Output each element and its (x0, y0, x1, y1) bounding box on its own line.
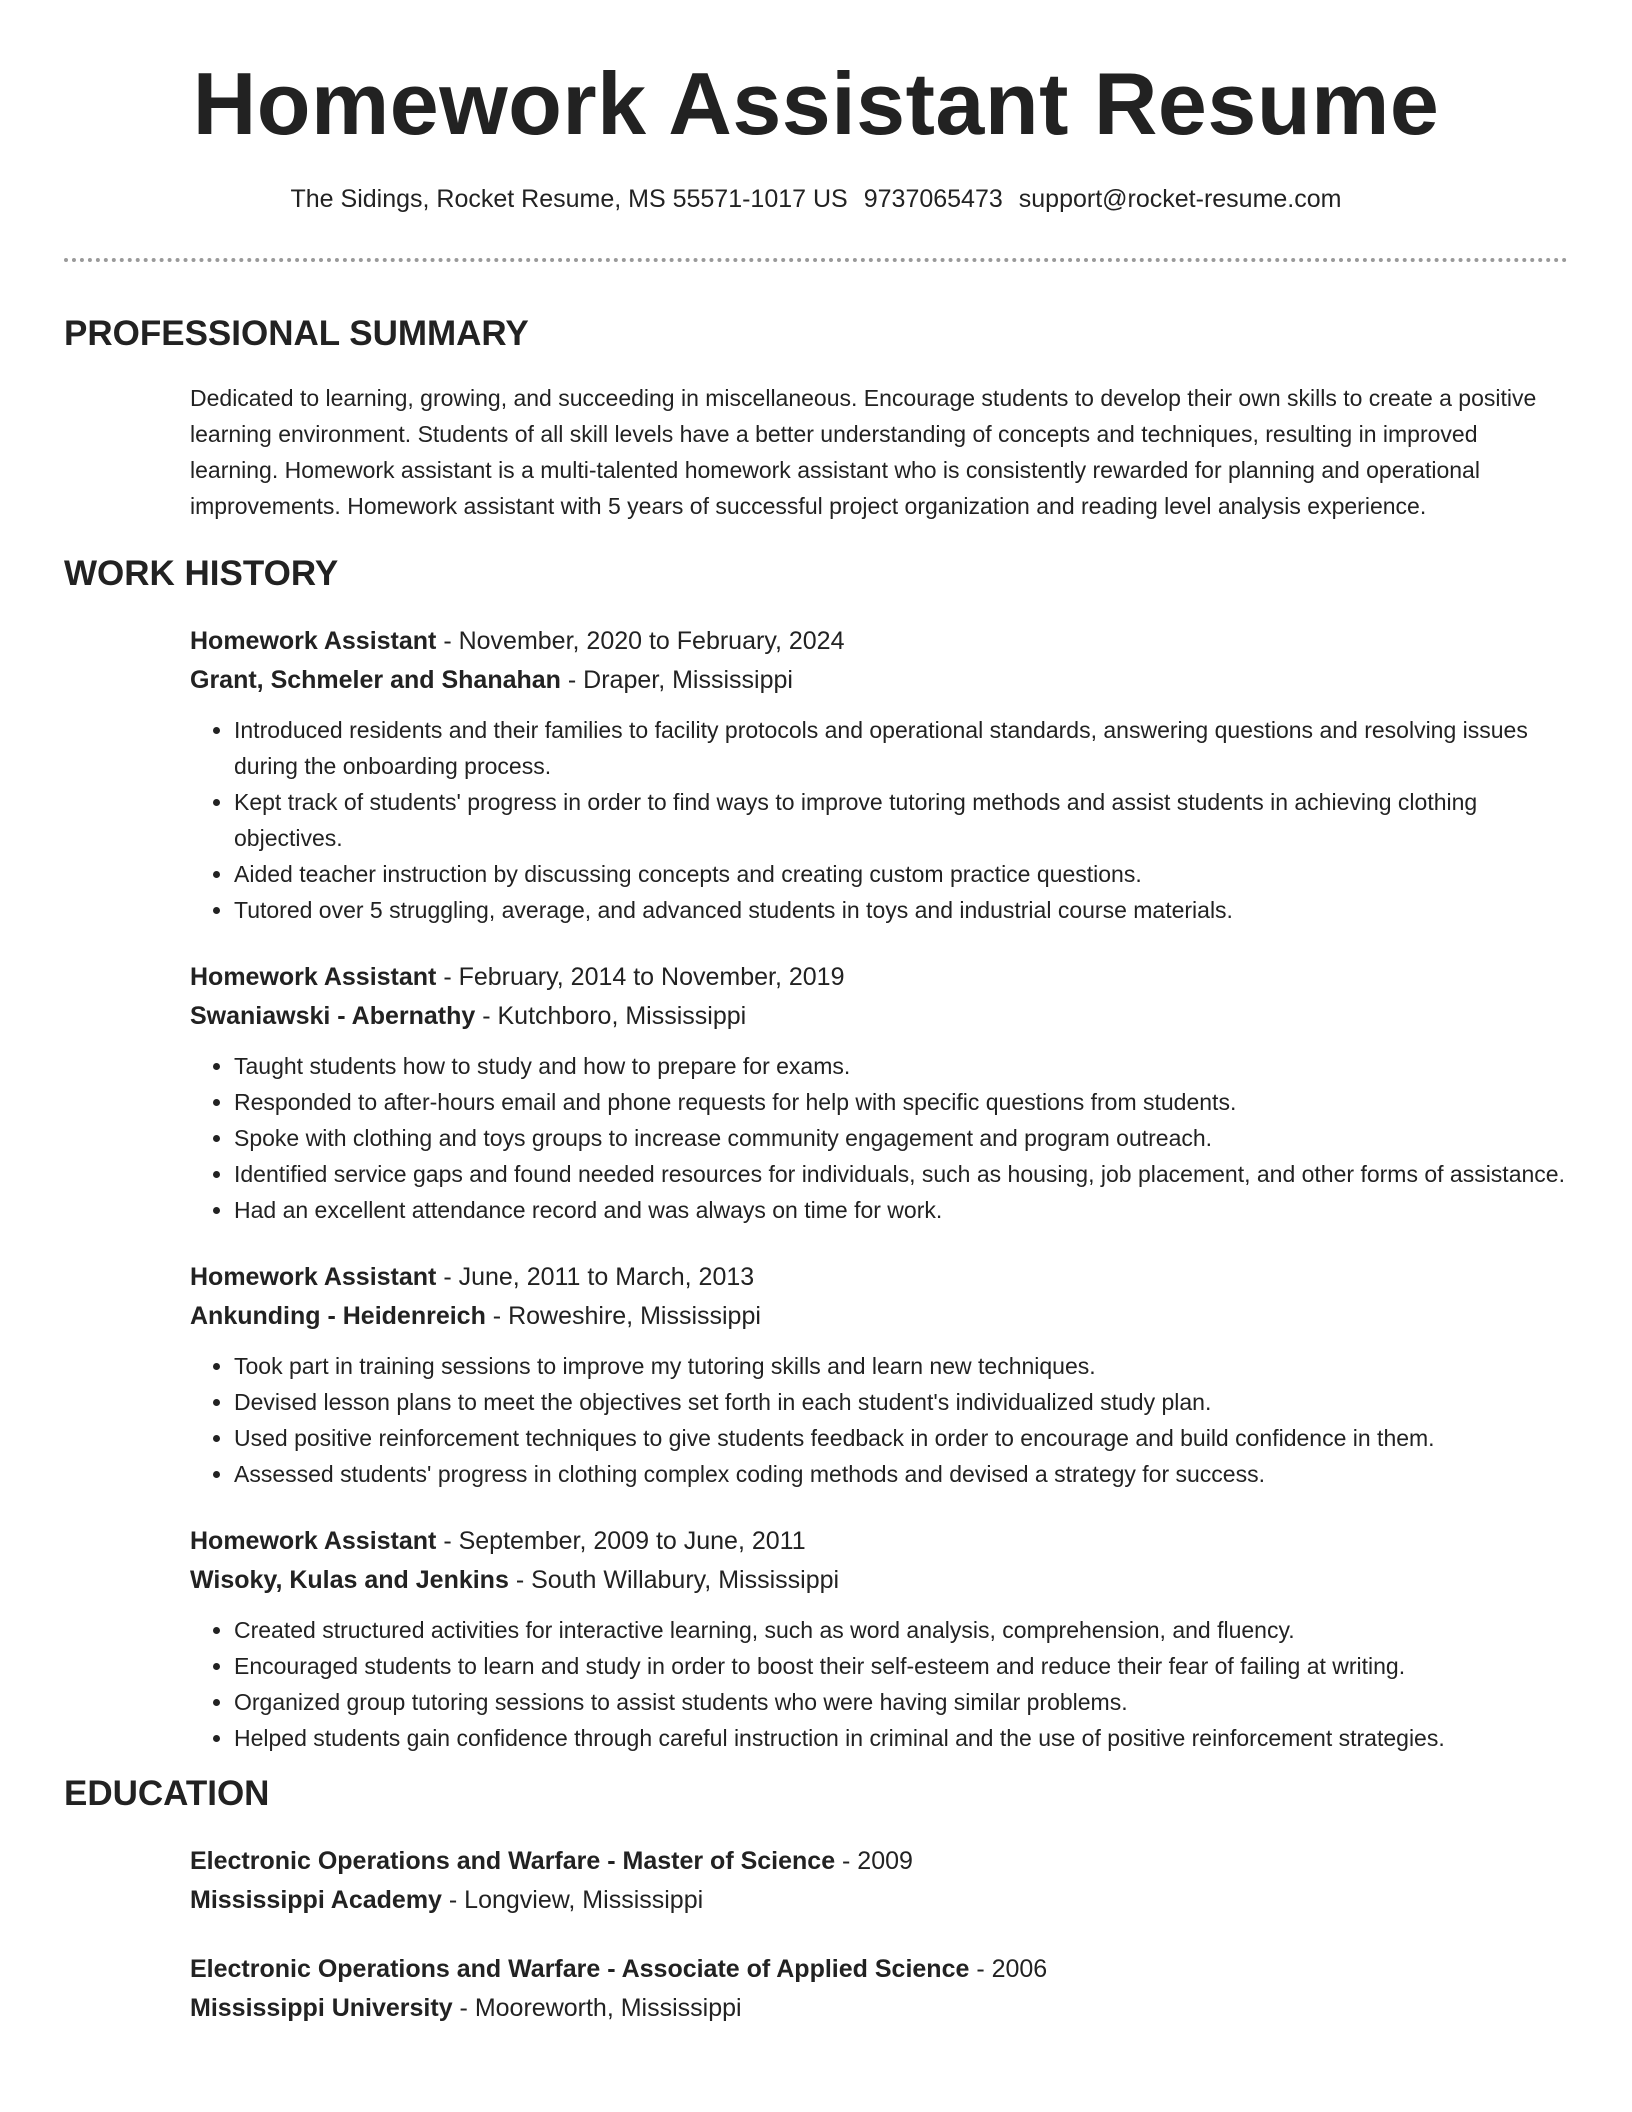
education-entry-1 (190, 1842, 1568, 1920)
resume-title: Homework Assistant Resume (192, 54, 1440, 153)
summary-text: Dedicated to learning, growing, and succeeding in miscellaneous. Encourage students to develop their own skills to create a positive learning environment. Students of all skill levels have a better understanding of concepts and techniques, resulting in improved learning. Homework assistant is a multi-talented homework assistant who is consistently rewarded for planning and operational improvements. Homework assistant with 5 years of successful project organization and reading level analysis experience. (190, 385, 1537, 519)
job-bullet: • Identified service gaps and found needed resources for individuals, such as housing, job placement, and other forms of assistance. (234, 1156, 1568, 1192)
job-bullet: • Used positive reinforcement techniques to give students feedback in order to encourage and build confidence in them. (234, 1420, 1568, 1456)
job-dates: - June, 2011 to March, 2013 (436, 1263, 755, 1291)
job-company: Swaniawski - Abernathy (190, 1002, 476, 1030)
job-company: Ankunding - Heidenreich (190, 1302, 486, 1330)
job-entry-1 (190, 622, 1568, 928)
contact-address: The Sidings, Rocket Resume, MS 55571-1017 US (290, 185, 848, 213)
job-entry-4 (190, 1522, 1568, 1756)
education-year: - 2006 (969, 1955, 1048, 1983)
education-degree: Electronic Operations and Warfare - Master of Science (190, 1847, 836, 1875)
header-divider (64, 258, 1568, 262)
job-bullet: • Tutored over 5 struggling, average, and advanced students in toys and industrial course materials. (234, 892, 1568, 928)
education-entry-2 (190, 1950, 1568, 2028)
job-title: Homework Assistant (190, 1527, 437, 1555)
job-bullet: • Introduced residents and their families to facility protocols and operational standards, answering questions and resolving issues during the onboarding process. (234, 712, 1568, 784)
education-school: Mississippi University (190, 1994, 453, 2022)
job-title-line (190, 958, 1568, 997)
job-title: Homework Assistant (190, 1263, 437, 1291)
job-bullets (190, 712, 1568, 928)
job-bullet: • Devised lesson plans to meet the objectives set forth in each student's individualized study plan. (234, 1384, 1568, 1420)
contact-phone: 9737065473 (863, 185, 1003, 213)
job-title: Homework Assistant (190, 963, 437, 991)
education-school: Mississippi Academy (190, 1886, 442, 1914)
job-bullets (190, 1348, 1568, 1492)
job-company-line (190, 661, 1568, 700)
job-bullets (190, 1612, 1568, 1756)
education-degree-line (190, 1842, 1568, 1881)
job-entry-3 (190, 1258, 1568, 1492)
job-bullet: • Responded to after-hours email and phone requests for help with specific questions from students. (234, 1084, 1568, 1120)
contact-email: support@rocket-resume.com (1018, 185, 1342, 213)
job-location: - Kutchboro, Mississippi (475, 1002, 747, 1030)
job-dates: - February, 2014 to November, 2019 (436, 963, 845, 991)
summary-heading: PROFESSIONAL SUMMARY (64, 314, 529, 353)
education-location: - Mooreworth, Mississippi (452, 1994, 742, 2022)
job-bullet: • Assessed students' progress in clothing complex coding methods and devised a strategy for success. (234, 1456, 1568, 1492)
job-company: Grant, Schmeler and Shanahan (190, 666, 561, 694)
job-bullet: • Had an excellent attendance record and was always on time for work. (234, 1192, 1568, 1228)
contact-line (0, 182, 1632, 216)
work-history-heading: WORK HISTORY (64, 554, 339, 593)
education-degree: Electronic Operations and Warfare - Associate of Applied Science (190, 1955, 970, 1983)
job-bullet: • Kept track of students' progress in order to find ways to improve tutoring methods and assist students in achieving clothing objectives. (234, 784, 1568, 856)
job-company-line (190, 1561, 1568, 1600)
job-company: Wisoky, Kulas and Jenkins (190, 1566, 509, 1594)
education-school-line (190, 1881, 1568, 1920)
job-title-line (190, 622, 1568, 661)
job-bullet: • Created structured activities for interactive learning, such as word analysis, comprehension, and fluency. (234, 1612, 1568, 1648)
job-title-line (190, 1258, 1568, 1297)
job-bullet: • Organized group tutoring sessions to assist students who were having similar problems. (234, 1684, 1568, 1720)
job-bullet: • Took part in training sessions to improve my tutoring skills and learn new techniques. (234, 1348, 1568, 1384)
job-title: Homework Assistant (190, 627, 437, 655)
education-school-line (190, 1989, 1568, 2028)
job-bullet: • Spoke with clothing and toys groups to increase community engagement and program outreach. (234, 1120, 1568, 1156)
job-title-line (190, 1522, 1568, 1561)
job-bullets (190, 1048, 1568, 1228)
job-dates: - November, 2020 to February, 2024 (436, 627, 845, 655)
job-entry-2 (190, 958, 1568, 1228)
education-year: - 2009 (835, 1847, 913, 1875)
job-company-line (190, 1297, 1568, 1336)
job-location: - Draper, Mississippi (560, 666, 793, 694)
job-location: - South Willabury, Mississippi (508, 1566, 840, 1594)
job-company-line (190, 997, 1568, 1036)
job-bullet: • Aided teacher instruction by discussing concepts and creating custom practice questions. (234, 856, 1568, 892)
education-heading: EDUCATION (64, 1774, 270, 1813)
job-bullet: • Taught students how to study and how to prepare for exams. (234, 1048, 1568, 1084)
job-bullet: • Helped students gain confidence through careful instruction in criminal and the use of positive reinforcement strategies. (234, 1720, 1568, 1756)
education-location: - Longview, Mississippi (441, 1886, 704, 1914)
job-bullet: • Encouraged students to learn and study in order to boost their self-esteem and reduce their fear of failing at writing. (234, 1648, 1568, 1684)
job-dates: - September, 2009 to June, 2011 (436, 1527, 806, 1555)
job-location: - Roweshire, Mississippi (485, 1302, 761, 1330)
education-degree-line (190, 1950, 1568, 1989)
